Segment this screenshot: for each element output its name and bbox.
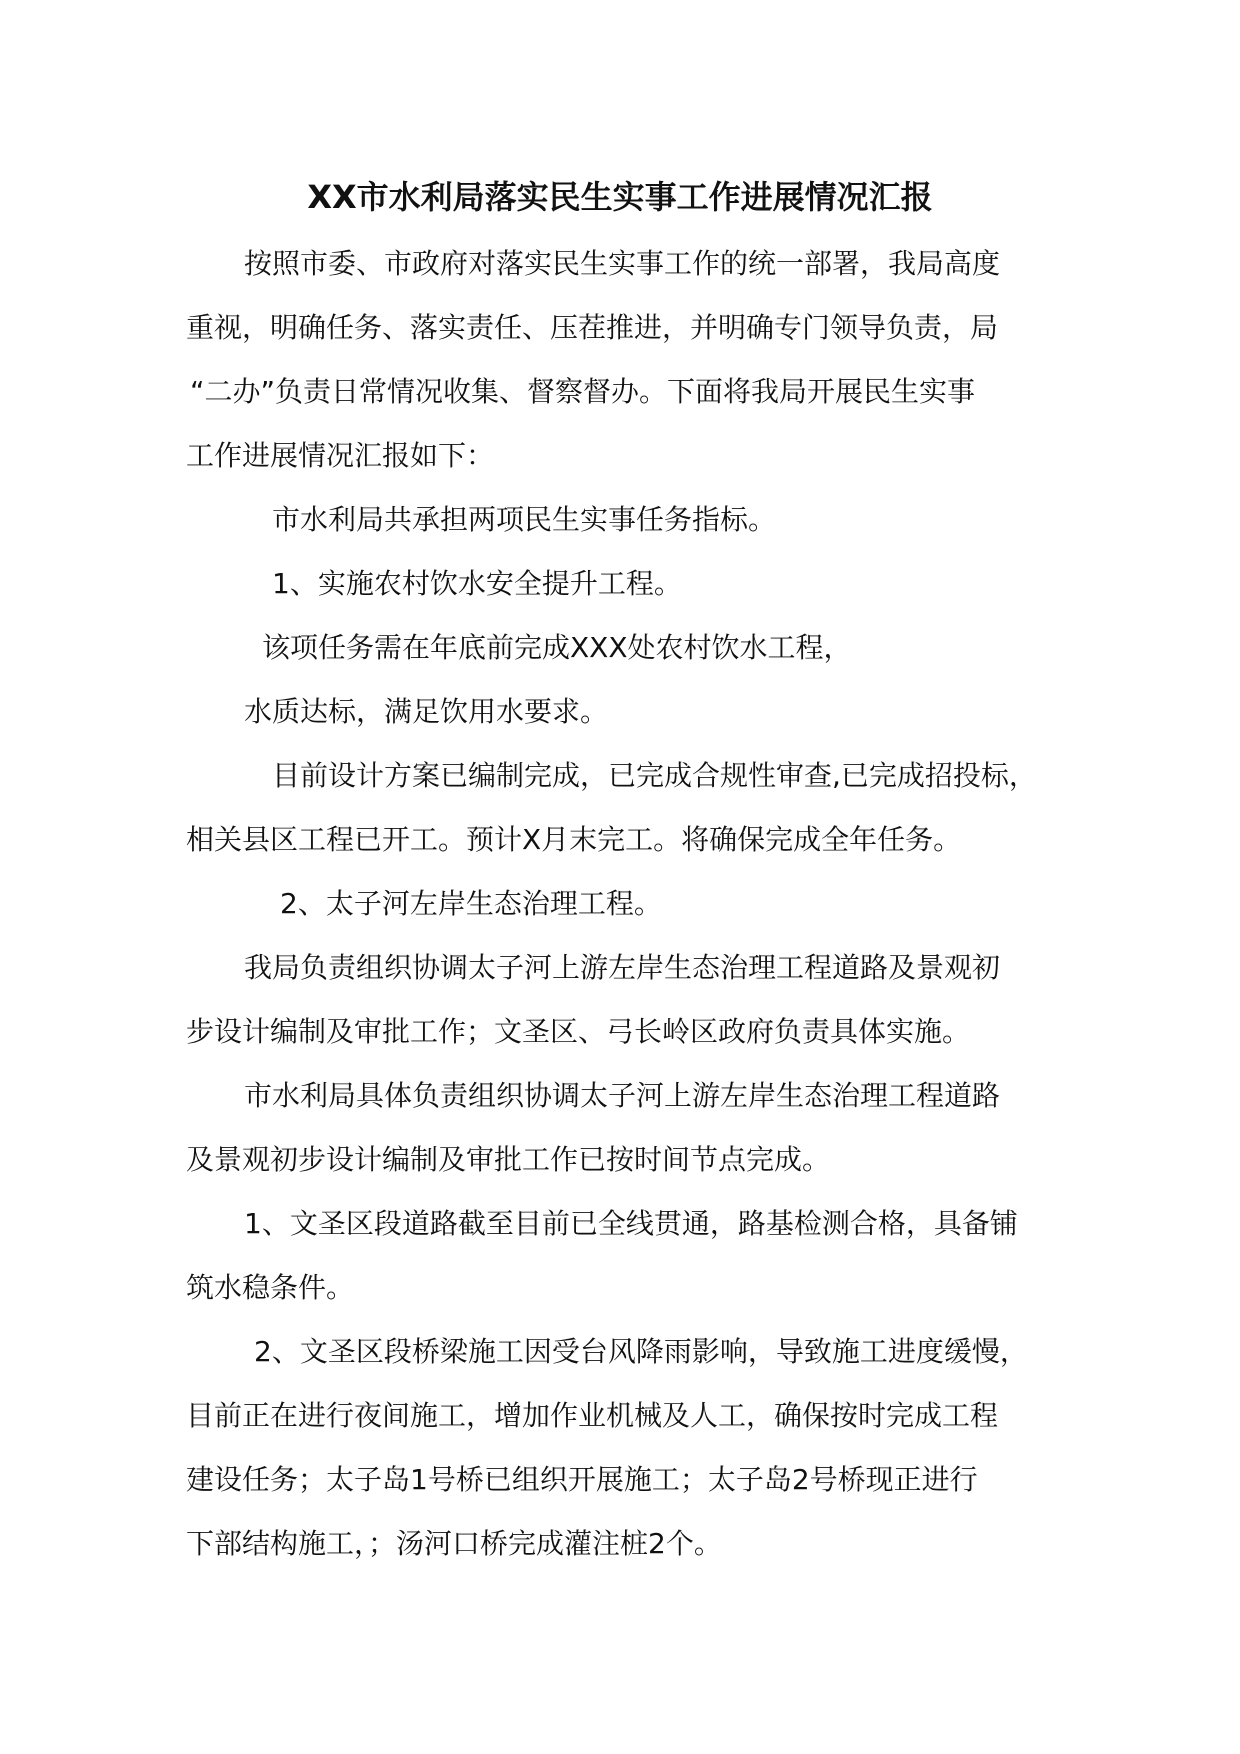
body-line: 该项任务需在年底前完成XXX处农村饮水工程， [262, 631, 852, 664]
body-line: 按照市委、市政府对落实民生实事工作的统一部署，我局高度 [244, 247, 1001, 280]
body-line: 下部结构施工，；汤河口桥完成灌注桩2个。 [186, 1527, 722, 1560]
body-line: 我局负责组织协调太子河上游左岸生态治理工程道路及景观初 [244, 951, 1001, 984]
document-title: XX市水利局落实民生实事工作进展情况汇报 [307, 178, 933, 216]
body-line: 2、文圣区段桥梁施工因受台风降雨影响，导致施工进度缓慢， [254, 1335, 1028, 1368]
body-line: 目前设计方案已编制完成，已完成合规性审查,已完成招投标， [272, 759, 1037, 792]
body-line: 相关县区工程已开工。预计X月末完工。将确保完成全年任务。 [186, 823, 962, 856]
body-line: 水质达标，满足饮用水要求。 [244, 695, 609, 728]
body-line: 步设计编制及审批工作；文圣区、弓长岭区政府负责具体实施。 [186, 1015, 971, 1048]
body-line: 市水利局具体负责组织协调太子河上游左岸生态治理工程道路 [244, 1079, 1001, 1112]
body-line: 重视，明确任务、落实责任、压茬推进，并明确专门领导负责，局 [186, 311, 999, 344]
body-line: 目前正在进行夜间施工，增加作业机械及人工，确保按时完成工程 [186, 1399, 999, 1432]
body-line: “二办”负责日常情况收集、督察督办。下面将我局开展民生实事 [190, 375, 976, 408]
body-line: 建设任务；太子岛1号桥已组织开展施工；太子岛2号桥现正进行 [186, 1463, 978, 1496]
body-line: 市水利局共承担两项民生实事任务指标。 [272, 503, 777, 536]
body-line: 筑水稳条件。 [186, 1271, 355, 1304]
body-line: 1、实施农村饮水安全提升工程。 [272, 567, 682, 600]
body-line: 1、文圣区段道路截至目前已全线贯通，路基检测合格，具备铺 [244, 1207, 1018, 1240]
body-line: 及景观初步设计编制及审批工作已按时间节点完成。 [186, 1143, 831, 1176]
body-line: 工作进展情况汇报如下： [186, 439, 495, 472]
body-line: 2、太子河左岸生态治理工程。 [280, 887, 662, 920]
